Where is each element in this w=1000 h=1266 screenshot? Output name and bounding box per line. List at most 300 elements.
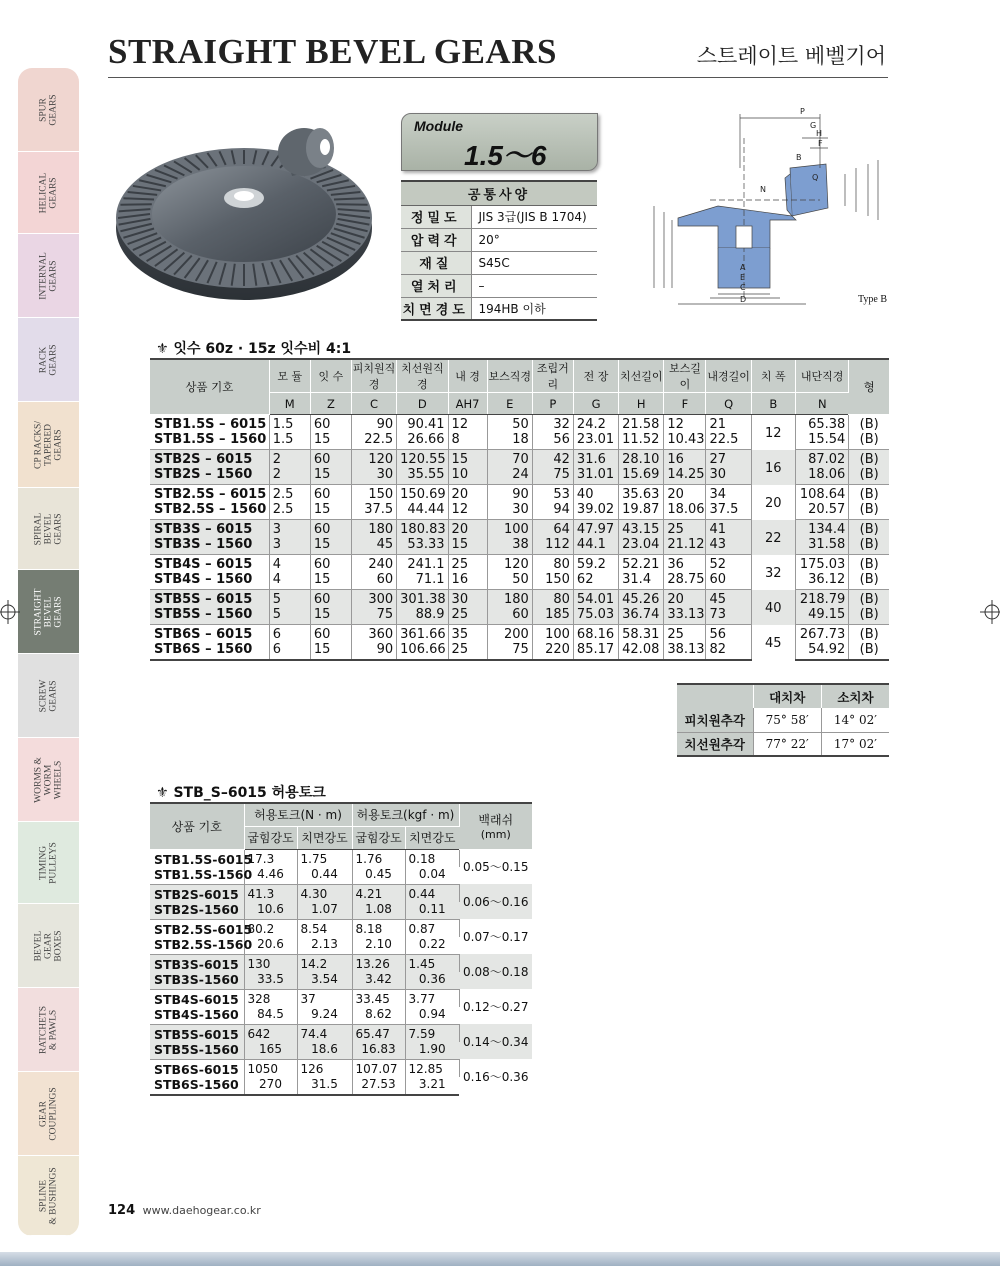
cell-e: 60 xyxy=(487,607,532,625)
website-url: www.daehogear.co.kr xyxy=(142,1204,261,1217)
sidebar-item-label: CP RACKS/ TAPERED GEARS xyxy=(33,420,64,469)
cell-face-width: 40 xyxy=(751,590,795,625)
cell-g: 24.2 xyxy=(573,415,618,433)
col-header-kr: 잇 수 xyxy=(310,359,351,393)
sidebar-item[interactable] xyxy=(18,570,79,654)
cell-h: 11.52 xyxy=(619,432,664,450)
spec-header: 공통사양 xyxy=(401,181,597,205)
spec-value: 194HB 이하 xyxy=(471,297,597,320)
torque-cell-nb: 10.6 xyxy=(244,902,297,920)
torque-cell-nb: 1050 xyxy=(244,1059,297,1077)
product-code: STB4S-6015 xyxy=(150,989,244,1007)
cell-e: 30 xyxy=(487,502,532,520)
cell-z: 15 xyxy=(310,502,351,520)
torque-cell-nb: 130 xyxy=(244,954,297,972)
torque-col-product: 상품 기호 xyxy=(150,803,244,849)
cell-g: 23.01 xyxy=(573,432,618,450)
cell-n: 31.58 xyxy=(795,537,848,555)
cell-n: 36.12 xyxy=(795,572,848,590)
angle-label: 피치원추각 xyxy=(677,708,753,732)
cell-n: 175.03 xyxy=(795,555,848,573)
angle-big-gear: 77° 22′ xyxy=(753,732,821,756)
product-code: STB5S-1560 xyxy=(150,1042,244,1060)
torque-cell-nb: 80.2 xyxy=(244,919,297,937)
col-header-symbol: Z xyxy=(310,393,351,415)
torque-cell-kf: 7.59 xyxy=(405,1024,459,1042)
col-header-kr: 치 폭 xyxy=(751,359,795,393)
cell-p: 64 xyxy=(532,520,573,538)
col-product-code: 상품 기호 xyxy=(150,359,269,415)
cell-p: 94 xyxy=(532,502,573,520)
sidebar-item-label: HELICAL GEARS xyxy=(38,172,59,213)
sidebar-item[interactable] xyxy=(18,318,79,402)
cell-e: 180 xyxy=(487,590,532,608)
cell-g: 85.17 xyxy=(573,642,618,660)
cell-q: 43 xyxy=(706,537,751,555)
cell-z: 15 xyxy=(310,607,351,625)
product-code: STB2S – 6015 xyxy=(150,450,269,468)
torque-cell-nb: 328 xyxy=(244,989,297,1007)
cell-c: 22.5 xyxy=(351,432,396,450)
torque-cell-kf: 0.94 xyxy=(405,1007,459,1025)
spec-row xyxy=(401,228,597,251)
cell-m: 3 xyxy=(269,520,310,538)
diagram-label: G xyxy=(810,121,817,130)
table-row xyxy=(150,415,889,433)
torque-cell-kf: 12.85 xyxy=(405,1059,459,1077)
diagram-label: H xyxy=(816,129,823,138)
product-code: STB2.5S – 6015 xyxy=(150,485,269,503)
sidebar-item-label: SCREW GEARS xyxy=(38,679,59,712)
cell-h: 43.15 xyxy=(619,520,664,538)
backlash-label: 백래쉬 xyxy=(478,813,514,828)
cell-z: 60 xyxy=(310,590,351,608)
cell-n: 65.38 xyxy=(795,415,848,433)
diagram-label: N xyxy=(760,185,766,194)
torque-cell-kf: 0.44 xyxy=(405,884,459,902)
cell-n: 108.64 xyxy=(795,485,848,503)
torque-cell-nf: 126 xyxy=(297,1059,352,1077)
cell-h: 35.63 xyxy=(619,485,664,503)
torque-cell-kb: 1.08 xyxy=(352,902,405,920)
cell-a: 20 xyxy=(448,485,487,503)
fleur-icon: ⚜ xyxy=(156,341,169,357)
cell-e: 100 xyxy=(487,520,532,538)
angle-row xyxy=(677,732,889,756)
cell-m: 2 xyxy=(269,450,310,468)
torque-cell-kf: 3.21 xyxy=(405,1077,459,1095)
cell-q: 41 xyxy=(706,520,751,538)
table-row xyxy=(150,590,889,608)
cell-a: 15 xyxy=(448,537,487,555)
cell-h: 42.08 xyxy=(619,642,664,660)
cell-face-width: 45 xyxy=(751,625,795,661)
cell-z: 15 xyxy=(310,537,351,555)
cell-e: 75 xyxy=(487,642,532,660)
cell-q: 52 xyxy=(706,555,751,573)
angle-header-big: 대치차 xyxy=(753,684,821,708)
cell-h: 31.4 xyxy=(619,572,664,590)
main-section-heading xyxy=(156,338,351,358)
category-sidebar xyxy=(18,68,79,1236)
cell-g: 31.6 xyxy=(573,450,618,468)
col-header-kr: 모 듈 xyxy=(269,359,310,393)
col-header-kr: 내단직경 xyxy=(795,359,848,393)
sidebar-item[interactable] xyxy=(18,738,79,822)
cell-c: 45 xyxy=(351,537,396,555)
product-code: STB4S – 6015 xyxy=(150,555,269,573)
col-header-symbol: Q xyxy=(706,393,751,415)
cell-d: 71.1 xyxy=(397,572,448,590)
cell-m: 2 xyxy=(269,467,310,485)
cell-p: 112 xyxy=(532,537,573,555)
spec-key: 치면경도 xyxy=(401,297,471,320)
cell-c: 180 xyxy=(351,520,396,538)
table-row xyxy=(150,625,889,643)
torque-cell-kb: 13.26 xyxy=(352,954,405,972)
cell-e: 120 xyxy=(487,555,532,573)
torque-cell-kb: 65.47 xyxy=(352,1024,405,1042)
product-code: STB2S-1560 xyxy=(150,902,244,920)
product-code: STB1.5S-6015 xyxy=(150,849,244,867)
torque-cell-nf: 31.5 xyxy=(297,1077,352,1095)
page-footer xyxy=(108,1203,261,1218)
page-title-korean: 스트레이트 베벨기어 xyxy=(696,44,886,68)
cell-f: 18.06 xyxy=(664,502,706,520)
cell-d: 53.33 xyxy=(397,537,448,555)
product-code: STB1.5S – 6015 xyxy=(150,415,269,433)
torque-sub-bend: 굽힘강도 xyxy=(244,826,297,849)
cell-c: 90 xyxy=(351,415,396,433)
torque-cell-nf: 4.30 xyxy=(297,884,352,902)
torque-cell-nb: 33.5 xyxy=(244,972,297,990)
cell-type: (B) xyxy=(849,450,889,468)
col-header-kr: 치선원직경 xyxy=(397,359,448,393)
torque-cell-kf: 0.22 xyxy=(405,937,459,955)
dimension-diagram xyxy=(620,108,892,308)
allowable-torque-table xyxy=(150,802,532,1096)
cell-z: 60 xyxy=(310,415,351,433)
cell-f: 25 xyxy=(664,625,706,643)
sidebar-item[interactable] xyxy=(18,904,79,988)
cell-h: 28.10 xyxy=(619,450,664,468)
cell-a: 8 xyxy=(448,432,487,450)
registration-mark-icon xyxy=(0,600,20,624)
backlash-value: 0.14～0.34 xyxy=(459,1024,532,1059)
cell-c: 37.5 xyxy=(351,502,396,520)
torque-cell-nf: 37 xyxy=(297,989,352,1007)
cell-d: 44.44 xyxy=(397,502,448,520)
cell-q: 82 xyxy=(706,642,751,660)
torque-cell-kf: 0.18 xyxy=(405,849,459,867)
cell-m: 2.5 xyxy=(269,485,310,503)
col-header-symbol: F xyxy=(664,393,706,415)
product-code: STB2S – 1560 xyxy=(150,467,269,485)
cell-e: 50 xyxy=(487,572,532,590)
product-code: STB6S – 6015 xyxy=(150,625,269,643)
cell-type: (B) xyxy=(849,502,889,520)
angle-corner xyxy=(677,684,753,708)
cell-q: 34 xyxy=(706,485,751,503)
torque-cell-kf: 0.04 xyxy=(405,867,459,885)
col-header-kr: 조립거리 xyxy=(532,359,573,393)
cell-n: 54.92 xyxy=(795,642,848,660)
cell-f: 20 xyxy=(664,485,706,503)
sidebar-item-label: INTERNAL GEARS xyxy=(38,251,59,300)
cell-type: (B) xyxy=(849,555,889,573)
col-header-kr: 피치원직경 xyxy=(351,359,396,393)
cell-c: 60 xyxy=(351,572,396,590)
spec-key: 열처리 xyxy=(401,274,471,297)
cell-p: 220 xyxy=(532,642,573,660)
cell-p: 100 xyxy=(532,625,573,643)
cell-z: 60 xyxy=(310,520,351,538)
sidebar-item-label: RATCHETS & PAWLS xyxy=(38,1005,59,1054)
cell-p: 150 xyxy=(532,572,573,590)
cell-c: 240 xyxy=(351,555,396,573)
cell-m: 1.5 xyxy=(269,415,310,433)
cell-type: (B) xyxy=(849,467,889,485)
torque-section-heading xyxy=(156,782,326,802)
cell-e: 50 xyxy=(487,415,532,433)
cell-g: 39.02 xyxy=(573,502,618,520)
diagram-label: E xyxy=(740,273,746,282)
cell-f: 12 xyxy=(664,415,706,433)
cell-q: 73 xyxy=(706,607,751,625)
table-row xyxy=(150,1059,532,1077)
cell-g: 40 xyxy=(573,485,618,503)
torque-cell-nb: 17.3 xyxy=(244,849,297,867)
cell-z: 15 xyxy=(310,572,351,590)
spec-value: S45C xyxy=(471,251,597,274)
angle-row xyxy=(677,708,889,732)
module-range-box xyxy=(401,113,598,171)
product-code: STB5S – 1560 xyxy=(150,607,269,625)
cell-m: 4 xyxy=(269,572,310,590)
torque-cell-kb: 27.53 xyxy=(352,1077,405,1095)
title-divider xyxy=(108,77,888,78)
product-code: STB3S – 6015 xyxy=(150,520,269,538)
torque-cell-kb: 1.76 xyxy=(352,849,405,867)
cell-type: (B) xyxy=(849,607,889,625)
cell-q: 45 xyxy=(706,590,751,608)
torque-cell-nf: 8.54 xyxy=(297,919,352,937)
sidebar-item-label: SPLINE & BUSHINGS xyxy=(38,1166,59,1225)
col-header-symbol: AH7 xyxy=(448,393,487,415)
sidebar-item-label: RACK GEARS xyxy=(38,343,59,376)
registration-mark-icon xyxy=(980,600,1000,624)
col-header-symbol: D xyxy=(397,393,448,415)
col-header-kr: 치선길이 xyxy=(619,359,664,393)
gear-dimensions-table xyxy=(150,358,889,661)
cell-e: 18 xyxy=(487,432,532,450)
col-header-symbol: H xyxy=(619,393,664,415)
sidebar-item[interactable] xyxy=(18,152,79,234)
col-type: 형 xyxy=(849,359,889,415)
diagram-label: D xyxy=(740,295,747,304)
cell-a: 30 xyxy=(448,590,487,608)
diagram-label: F xyxy=(818,139,823,148)
spec-value: – xyxy=(471,274,597,297)
sidebar-item[interactable] xyxy=(18,1072,79,1156)
cell-c: 150 xyxy=(351,485,396,503)
cell-a: 12 xyxy=(448,502,487,520)
cell-z: 15 xyxy=(310,467,351,485)
bevel-gear-photo xyxy=(104,110,384,315)
cell-type: (B) xyxy=(849,590,889,608)
product-code: STB4S – 1560 xyxy=(150,572,269,590)
cell-g: 68.16 xyxy=(573,625,618,643)
col-header-kr: 내 경 xyxy=(448,359,487,393)
torque-cell-kf: 1.45 xyxy=(405,954,459,972)
cell-m: 5 xyxy=(269,607,310,625)
torque-cell-kb: 2.10 xyxy=(352,937,405,955)
product-code: STB6S – 1560 xyxy=(150,642,269,660)
cell-f: 14.25 xyxy=(664,467,706,485)
product-code: STB3S – 1560 xyxy=(150,537,269,555)
torque-cell-nb: 642 xyxy=(244,1024,297,1042)
cell-e: 70 xyxy=(487,450,532,468)
diagram-label: C xyxy=(740,283,746,292)
torque-cell-kb: 107.07 xyxy=(352,1059,405,1077)
sidebar-item[interactable] xyxy=(18,68,79,152)
module-label: Module xyxy=(414,118,463,134)
spec-row xyxy=(401,251,597,274)
torque-col-nm: 허용토크(N · m) xyxy=(244,803,352,826)
cell-m: 4 xyxy=(269,555,310,573)
torque-cell-kf: 0.87 xyxy=(405,919,459,937)
sidebar-item-label: STRAIGHT BEVEL GEARS xyxy=(33,588,64,635)
cell-m: 5 xyxy=(269,590,310,608)
cell-n: 134.4 xyxy=(795,520,848,538)
cell-p: 80 xyxy=(532,590,573,608)
sidebar-item[interactable] xyxy=(18,822,79,904)
torque-cell-nb: 165 xyxy=(244,1042,297,1060)
cell-q: 27 xyxy=(706,450,751,468)
cell-d: 90.41 xyxy=(397,415,448,433)
cell-d: 150.69 xyxy=(397,485,448,503)
diagram-label: B xyxy=(796,153,802,162)
cell-c: 90 xyxy=(351,642,396,660)
backlash-value: 0.12～0.27 xyxy=(463,1000,529,1014)
cell-z: 60 xyxy=(310,450,351,468)
cell-d: 120.55 xyxy=(397,450,448,468)
table-row xyxy=(150,520,889,538)
cell-face-width: 20 xyxy=(751,485,795,520)
cell-c: 30 xyxy=(351,467,396,485)
torque-cell-nb: 20.6 xyxy=(244,937,297,955)
cell-f: 16 xyxy=(664,450,706,468)
diagram-label: A xyxy=(740,263,746,272)
cell-type: (B) xyxy=(849,432,889,450)
cone-angle-table xyxy=(677,683,889,757)
cell-q: 37.5 xyxy=(706,502,751,520)
sidebar-item-label: TIMING PULLEYS xyxy=(38,841,59,884)
sidebar-item[interactable] xyxy=(18,988,79,1072)
cell-q: 30 xyxy=(706,467,751,485)
cell-f: 25 xyxy=(664,520,706,538)
torque-cell-kf: 3.77 xyxy=(405,989,459,1007)
torque-cell-kf: 0.11 xyxy=(405,902,459,920)
cell-n: 87.02 xyxy=(795,450,848,468)
cell-type: (B) xyxy=(849,520,889,538)
sidebar-item-label: GEAR COUPLINGS xyxy=(38,1086,59,1141)
angle-big-gear: 75° 58′ xyxy=(753,708,821,732)
cell-g: 75.03 xyxy=(573,607,618,625)
sidebar-item[interactable] xyxy=(18,488,79,570)
cell-type: (B) xyxy=(849,415,889,433)
sidebar-item-label: SPUR GEARS xyxy=(38,93,59,126)
cell-e: 24 xyxy=(487,467,532,485)
fleur-icon: ⚜ xyxy=(156,785,169,801)
torque-cell-nf: 74.4 xyxy=(297,1024,352,1042)
torque-cell-nf: 9.24 xyxy=(297,1007,352,1025)
cell-h: 23.04 xyxy=(619,537,664,555)
col-header-symbol: N xyxy=(795,393,848,415)
cell-n: 49.15 xyxy=(795,607,848,625)
cell-h: 58.31 xyxy=(619,625,664,643)
cell-z: 15 xyxy=(310,432,351,450)
torque-sub-face: 치면강도 xyxy=(405,826,459,849)
sidebar-item[interactable] xyxy=(18,402,79,488)
cell-a: 15 xyxy=(448,450,487,468)
cell-q: 22.5 xyxy=(706,432,751,450)
cell-g: 59.2 xyxy=(573,555,618,573)
torque-cell-kb: 0.45 xyxy=(352,867,405,885)
sidebar-item[interactable] xyxy=(18,234,79,318)
cell-z: 60 xyxy=(310,625,351,643)
product-code: STB5S – 6015 xyxy=(150,590,269,608)
torque-cell-nf: 2.13 xyxy=(297,937,352,955)
cell-e: 90 xyxy=(487,485,532,503)
torque-sub-face: 치면강도 xyxy=(297,826,352,849)
backlash-value: 0.06～0.16 xyxy=(459,884,532,919)
cell-d: 241.1 xyxy=(397,555,448,573)
product-code: STB2S-6015 xyxy=(150,884,244,902)
cell-c: 300 xyxy=(351,590,396,608)
page-number: 124 xyxy=(108,1203,136,1218)
cell-h: 21.58 xyxy=(619,415,664,433)
col-header-symbol: G xyxy=(573,393,618,415)
cell-z: 15 xyxy=(310,642,351,660)
cell-f: 21.12 xyxy=(664,537,706,555)
cell-n: 267.73 xyxy=(795,625,848,643)
cell-p: 32 xyxy=(532,415,573,433)
cell-type: (B) xyxy=(849,625,889,643)
backlash-unit: (mm) xyxy=(480,828,511,842)
cell-c: 360 xyxy=(351,625,396,643)
col-header-kr: 내경길이 xyxy=(706,359,751,393)
cell-a: 25 xyxy=(448,642,487,660)
cell-p: 185 xyxy=(532,607,573,625)
angle-header-small: 소치차 xyxy=(821,684,889,708)
sidebar-item[interactable] xyxy=(18,654,79,738)
table-row xyxy=(150,450,889,468)
cell-a: 10 xyxy=(448,467,487,485)
cell-h: 19.87 xyxy=(619,502,664,520)
cell-face-width: 12 xyxy=(751,415,795,450)
cell-p: 75 xyxy=(532,467,573,485)
torque-cell-kb: 8.62 xyxy=(352,1007,405,1025)
sidebar-item[interactable] xyxy=(18,1156,79,1236)
cell-n: 15.54 xyxy=(795,432,848,450)
cell-e: 200 xyxy=(487,625,532,643)
cell-z: 60 xyxy=(310,555,351,573)
table-row xyxy=(150,1024,532,1042)
cell-a: 35 xyxy=(448,625,487,643)
cell-e: 38 xyxy=(487,537,532,555)
sidebar-item-label: SPIRAL BEVEL GEARS xyxy=(33,512,64,545)
